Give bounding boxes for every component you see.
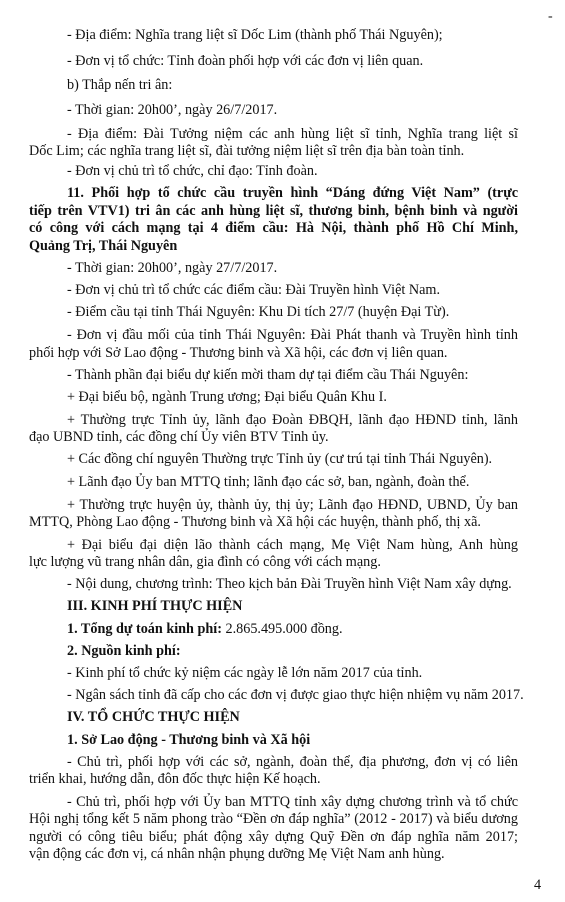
section-heading-11: Quảng Trị, Thái Nguyên [29, 237, 178, 254]
text-line: - Nội dung, chương trình: Theo kịch bản Đài Truyền hình Việt Nam xây dựng. [67, 576, 512, 593]
total-budget-label: 1. Tổng dự toán kinh phí: [67, 620, 222, 637]
text-line: - Thời gian: 20h00’, ngày 26/7/2017. [67, 101, 278, 118]
text-line: + Đại biểu bộ, ngành Trung ương; Đại biểu Quân Khu I. [67, 389, 387, 406]
text-line: + Thường trực huyện ủy, thành ủy, thị ủy; Lãnh đạo HĐND, UBND, Ủy ban [67, 496, 518, 513]
section-heading-iii: III. KINH PHÍ THỰC HIỆN [67, 598, 243, 615]
subheading-funding-source: 2. Nguồn kinh phí: [67, 642, 181, 659]
text-line: - Đơn vị chủ trì tổ chức, chỉ đạo: Tỉnh đoàn. [67, 162, 318, 179]
text-line: vận động các đơn vị, cá nhân nhận phụng dưỡng Mẹ Việt Nam anh hùng. [29, 846, 445, 863]
text-line: b) Thắp nến tri ân: [67, 76, 173, 93]
text-line: lực lượng vũ trang nhân dân, gia đình có công với cách mạng. [29, 554, 381, 571]
text-line: - Kinh phí tổ chức kỷ niệm các ngày lễ lớn năm 2017 của tỉnh. [67, 665, 423, 682]
total-budget-value: 2.865.495.000 đồng. [221, 620, 343, 637]
text-line: + Các đồng chí nguyên Thường trực Tỉnh ủy (cư trú tại tỉnh Thái Nguyên). [67, 451, 493, 468]
text-line: + Đại biểu đại diện lão thành cách mạng, Mẹ Việt Nam hùng, Anh hùng [67, 536, 518, 553]
text-line: triển khai, hướng dẫn, đôn đốc thực hiện Kế hoạch. [29, 771, 321, 788]
text-line: - Chủ trì, phối hợp với các sở, ngành, đoàn thể, địa phương, đơn vị có liên [67, 753, 518, 770]
text-line: - Điểm cầu tại tỉnh Thái Nguyên: Khu Di tích 27/7 (huyện Đại Từ). [67, 304, 450, 321]
section-heading-iv: IV. TỔ CHỨC THỰC HIỆN [67, 709, 240, 726]
corner-mark: - [548, 9, 553, 24]
text-line: - Đơn vị tổ chức: Tỉnh đoàn phối hợp với các đơn vị liên quan. [67, 52, 424, 69]
text-line: - Chủ trì, phối hợp với Ủy ban MTTQ tỉnh xây dựng chương trình và tổ chức [67, 793, 518, 810]
total-budget-line [0, 620, 565, 638]
text-line: Dốc Lim; các nghĩa trang liệt sĩ, đài tưởng niệm liệt sĩ trên địa bàn toàn tỉnh. [29, 143, 465, 160]
text-line: - Thời gian: 20h00’, ngày 27/7/2017. [67, 259, 278, 276]
text-line: người có công tiêu biểu; phát động xây dựng Quỹ Đền ơn đáp nghĩa năm 2017; [29, 828, 518, 845]
text-line: - Thành phần đại biểu dự kiến mời tham dự tại điểm cầu Thái Nguyên: [67, 367, 469, 384]
text-line: + Thường trực Tỉnh ủy, lãnh đạo Đoàn ĐBQH, lãnh đạo HĐND tỉnh, lãnh [67, 411, 518, 428]
page-number: 4 [534, 877, 542, 893]
text-line: Hội nghị tổng kết 5 năm phong trào “Đền ơn đáp nghĩa” (2012 - 2017) và biểu dương [29, 811, 518, 828]
section-heading-11: có công với cách mạng tại 4 điểm cầu: Hà Nội, thành phố Hồ Chí Minh, [29, 220, 518, 237]
text-line: đạo UBND tỉnh, các đồng chí Ủy viên BTV Tỉnh ủy. [29, 429, 329, 446]
text-line: + Lãnh đạo Ủy ban MTTQ tỉnh; lãnh đạo các sở, ban, ngành, đoàn thể. [67, 473, 470, 490]
section-heading-11: tiếp trên VTV1) tri ân các anh hùng liệt sĩ, thương binh, bệnh binh và người [29, 202, 518, 219]
text-line: - Ngân sách tỉnh đã cấp cho các đơn vị được giao thực hiện nhiệm vụ năm 2017. [67, 687, 524, 704]
text-line: - Đơn vị chủ trì tổ chức các điểm cầu: Đài Truyền hình Việt Nam. [67, 282, 441, 299]
text-line: phối hợp với Sở Lao động - Thương binh và Xã hội, các đơn vị liên quan. [29, 345, 448, 362]
text-line: - Đơn vị đầu mối của tỉnh Thái Nguyên: Đài Phát thanh và Truyền hình tỉnh [67, 327, 518, 344]
text-line: - Địa điểm: Nghĩa trang liệt sĩ Dốc Lim (thành phố Thái Nguyên); [67, 26, 443, 43]
section-heading-11: 11. Phối hợp tổ chức cầu truyền hình “Dáng đứng Việt Nam” (trực [67, 185, 518, 202]
text-line: - Địa điểm: Đài Tưởng niệm các anh hùng liệt sĩ tỉnh, Nghĩa trang liệt sĩ [67, 125, 518, 142]
subheading-labor-department: 1. Sở Lao động - Thương binh và Xã hội [67, 731, 311, 748]
text-line: MTTQ, Phòng Lao động - Thương binh và Xã hội các huyện, thành phố, thị xã. [29, 514, 481, 531]
